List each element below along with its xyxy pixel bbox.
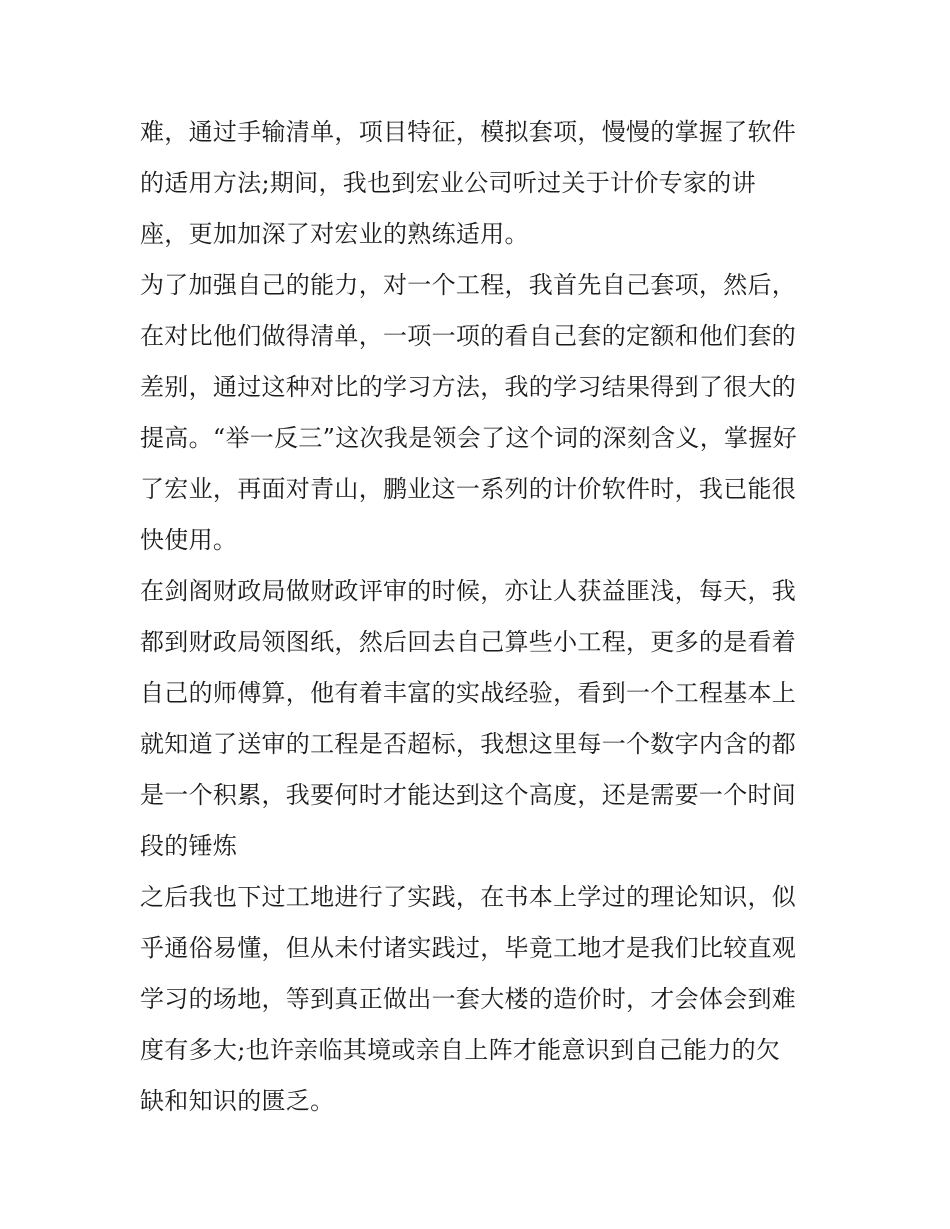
text-line: 就知道了送审的工程是否超标，我想这里每一个数字内含的都 — [140, 730, 797, 758]
paragraph-3 — [140, 566, 820, 872]
text-line: 学习的场地，等到真正做出一套大楼的造价时，才会体会到难 — [140, 985, 797, 1013]
paragraph-1 — [140, 107, 820, 260]
text-line: 提高。“举一反三”这次我是领会了这个词的深刻含义，掌握好 — [140, 424, 797, 452]
text-line: 为了加强自己的能力，对一个工程，我首先自己套项，然后， — [140, 271, 797, 299]
document-body — [140, 107, 820, 1127]
text-line: 之后我也下过工地进行了实践，在书本上学过的理论知识，似 — [140, 883, 797, 911]
text-line: 差别，通过这种对比的学习方法，我的学习结果得到了很大的 — [140, 373, 797, 401]
paragraph-2 — [140, 260, 820, 566]
text-line: 段的锤炼 — [140, 832, 238, 860]
text-line: 难，通过手输清单，项目特征，模拟套项，慢慢的掌握了软件 — [140, 118, 797, 146]
text-line: 都到财政局领图纸，然后回去自己算些小工程，更多的是看着 — [140, 628, 797, 656]
text-line: 乎通俗易懂，但从未付诸实践过，毕竟工地才是我们比较直观 — [140, 934, 797, 962]
text-line: 的适用方法;期间，我也到宏业公司听过关于计价专家的讲 — [140, 169, 756, 197]
text-line: 自己的师傅算，他有着丰富的实战经验，看到一个工程基本上 — [140, 679, 797, 707]
text-line: 是一个积累，我要何时才能达到这个高度，还是需要一个时间 — [140, 781, 797, 809]
text-line: 度有多大;也许亲临其境或亲自上阵才能意识到自己能力的欠 — [140, 1036, 781, 1064]
text-line: 缺和知识的匮乏。 — [140, 1087, 335, 1115]
text-line: 在剑阁财政局做财政评审的时候，亦让人获益匪浅，每天，我 — [140, 577, 797, 605]
paragraph-4 — [140, 872, 820, 1127]
text-line: 在对比他们做得清单，一项一项的看自己套的定额和他们套的 — [140, 322, 797, 350]
text-line: 座，更加加深了对宏业的熟练适用。 — [140, 220, 529, 248]
text-line: 了宏业，再面对青山，鹏业这一系列的计价软件时，我已能很 — [140, 475, 797, 503]
text-line: 快使用。 — [140, 526, 238, 554]
